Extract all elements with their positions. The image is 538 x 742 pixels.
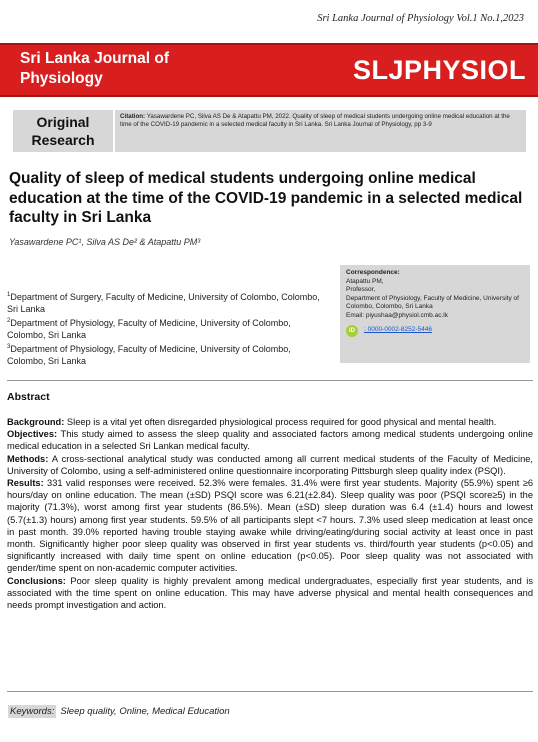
citation-box xyxy=(115,110,526,152)
correspondence-heading: Correspondence: xyxy=(346,269,400,276)
keywords-label: Keywords: xyxy=(10,706,55,717)
affiliation-3: $^3$Department of Physiology, Faculty of Medicine, University of Colombo, Colombo, Sri Lanka xyxy=(7,344,291,366)
article-type-badge: Original Research xyxy=(13,110,113,152)
abstract-conclusions: Conclusions: Poor sleep quality is highly prevalent among medical undergraduates, especially first year students, and is associated with the time spent on online education. This may have adverse physical and mental health consequences and needs prompt investigation and action. xyxy=(7,575,533,611)
correspondence-name: Atapattu PM, xyxy=(346,277,384,285)
paper-title: Quality of sleep of medical students undergoing online medical education at the time of the COVID-19 pandemic in a selected medical faculty in Sri Lanka xyxy=(9,170,523,226)
keywords xyxy=(8,706,230,717)
abstract-heading: Abstract xyxy=(7,391,50,403)
abstract-background: Background: Sleep is a vital yet often disregarded physiological process required for good physical and mental health. xyxy=(7,417,497,427)
abstract-methods: Methods: A cross-sectional analytical study was conducted among all current medical students of the Faculty of Medicine, University of Colombo, using a self-administered online questionnaire incorporating Pittsburgh sleep quality index (PSQI). xyxy=(7,453,533,476)
journal-name: Sri Lanka Journal of Physiology xyxy=(20,50,170,87)
abstract-results: Results: 331 valid responses were received. 52.3% were females. 31.4% were first year students. Majority (55.9%) spent ≥6 hours/day on online education. The mean (±SD) PSQI score was 6.21(±2.84). Sleep quality was poor (PSQI score≥5) in the majority (71.3%), worst among first year students (86.5%). Mean (±SD) sleep duration was 6.4 (±1.4) hours and lowest (5.7(±1.3) hours) among first year students. 59.5% of all participants slept <7 hours. 7.3% used sleep medication at least once in past month. 39.0% reported having trouble staying awake while driving/eating/during social activity at least once in past month. Significantly higher poor sleep quality was observed in first year students vs. third/fourth year students (p<0.05) and significantly increased with daily time spent on online education (p<0.05). Poor sleep quality was not associated with gender/time spent on non-academic computer activities. xyxy=(7,478,533,574)
orcid-row xyxy=(346,325,524,337)
keywords-text: Sleep quality, Online, Medical Education xyxy=(60,706,230,717)
authors: Yasawardene PC¹, Silva AS De² & Atapattu PM³ xyxy=(9,237,201,247)
orcid-link[interactable]: : 0000-0002-8252-5446 xyxy=(364,326,432,334)
abstract-section xyxy=(7,380,533,692)
citation-text: Yasawardene PC, Silva AS De & Atapattu PM, 2022. Quality of sleep of medical students undergoing online medical education at the time of the COVID-19 pandemic in a selected medical faculty in Sri Lanka. Sri Lanka Journal of Physiology, pp 3-9 xyxy=(120,113,510,128)
journal-reference: Sri Lanka Journal of Physiology Vol.1 No.1,2023 xyxy=(317,13,524,24)
affiliation-2: $^2$Department of Physiology, Faculty of Medicine, University of Colombo, Colombo, Sri Lanka xyxy=(7,318,291,340)
affiliations xyxy=(7,290,327,368)
correspondence-email[interactable]: Email: piyushaa@physiol.cmb.ac.lk xyxy=(346,311,448,319)
correspondence-dept: Department of Physiology, Faculty of Medicine, University of Colombo, Colombo, Sri Lanka xyxy=(346,294,519,311)
correspondence-role: Professor, xyxy=(346,286,376,294)
journal-brand-logo: SLJPHYSIOL xyxy=(352,55,526,85)
abstract-objectives: Objectives: This study aimed to assess the sleep quality and associated factors among medical students undergoing online medical education in a selected Sri Lankan medical faculty. xyxy=(7,429,533,452)
orcid-icon: iD xyxy=(346,325,358,337)
affiliation-1: $^1$Department of Surgery, Faculty of Medicine, University of Colombo, Colombo, Sri Lanka xyxy=(7,292,320,314)
correspondence-box xyxy=(340,265,530,363)
citation-label: Citation: xyxy=(120,113,146,120)
